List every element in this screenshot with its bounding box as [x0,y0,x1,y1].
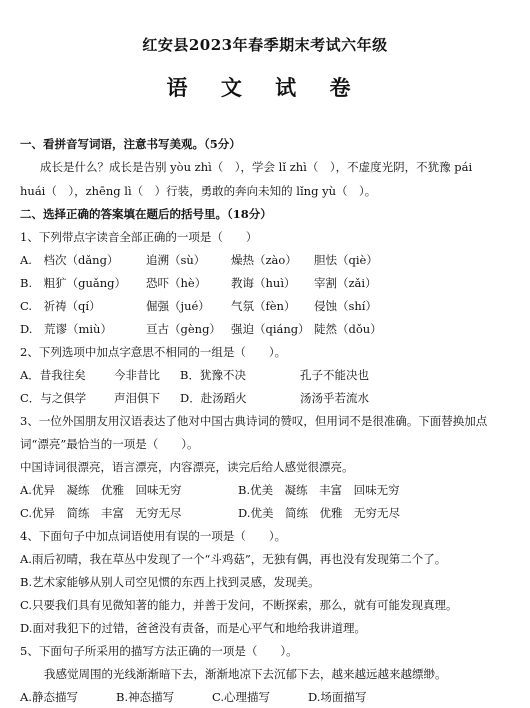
q3-option-c: C.优异 简练 丰富 无穷无尽 [20,506,182,520]
section1-line: huái（ ），zhēng lì（ ）行装，勇敢的奔向未知的 lǐng yù（ ）。 [20,184,377,198]
q2-word: 今非昔比 [114,368,160,382]
q1-word: 胆怯（qiè） [314,253,378,267]
q5-option-b: B.神态描写 [116,690,175,704]
q1-option-d: D. 荒谬（miù） [20,322,112,336]
section1-heading: 一、看拼音写词语，注意书写美观。（5分） [20,137,241,151]
exam-title: 红安县2023年春季期末考试六年级 [142,36,388,54]
q1-option-b: B. 粗犷（guǎng） [20,276,126,290]
q3-quote: 中国诗词很漂亮，语言漂亮，内容漂亮，读完后给人感觉很漂亮。 [20,460,354,474]
q1-word: 陡然（dǒu） [314,322,382,336]
q1-word: 教诲（huì） [231,276,296,290]
q1-word: 恐吓（hè） [146,276,207,290]
section2-heading: 二、选择正确的答案填在题后的括号里。（18分） [20,207,272,221]
q4-option-c: C.只要我们具有见微知著的能力，并善于发问，不断探索，那么，就有可能发现真理。 [20,598,458,612]
q2-stem: 2、下列选项中加点字意思不相同的一组是（ ）。 [20,345,287,359]
q2-option-d: D．赴汤蹈火 [180,391,247,405]
q1-stem: 1、下列带点字读音全部正确的一项是（ ） [20,230,258,244]
q4-option-a: A.雨后初晴，我在草丛中发现了一个“斗鸡菇”，无独有偶，再也没有发现第二个了。 [20,552,447,566]
q5-sentence: 我感觉周围的光线渐渐暗下去，渐渐地凉下去沉郁下去，越来越远越来越缥缈。 [44,667,447,681]
q1-word: 强迫（qiáng） [231,322,310,336]
q1-word: 气氛（fèn） [231,299,296,313]
q5-option-a: A.静态描写 [20,690,78,704]
q1-word: 追溯（sù） [146,253,206,267]
q1-word: 宰割（zǎi） [314,276,377,290]
q3-stem: 词“漂亮”最恰当的一项是（ ）。 [20,437,199,451]
q5-stem: 5、下面句子所采用的描写方法正确的一项是（ ）。 [20,644,298,658]
q5-option-c: C.心理描写 [212,690,271,704]
q3-stem: 3、一位外国朋友用汉语表达了他对中国古典诗词的赞叹，但用词不是很准确。下面替换加点 [20,414,488,428]
q2-option-a: A．昔我往矣 [20,368,86,382]
q3-option-a: A.优异 凝练 优雅 回味无穷 [20,483,182,497]
q2-option-b: B．犹豫不决 [180,368,246,382]
q2-word: 汤汤乎若流水 [300,391,369,405]
subject-title: 语 文 试 卷 [166,75,364,100]
section1-line: 成长是什么？成长是告别 yòu zhì（ ），学会 lǐ zhì（ ），不虚度光阴，不犹豫 pái [40,160,473,174]
q5-option-d: D.场面描写 [308,690,367,704]
q1-word: 亘古（gèng） [146,322,221,336]
q3-option-b: B.优美 凝练 丰富 回味无穷 [238,483,400,497]
q2-word: 孔子不能决也 [300,368,369,382]
q1-word: 燥热（zào） [231,253,297,267]
q1-word: 倔强（jué） [146,299,210,313]
q4-option-b: B.艺术家能够从别人司空见惯的东西上找到灵感，发现美。 [20,575,320,589]
q4-option-d: D.面对我犯下的过错，爸爸没有责备，而是心平气和地给我讲道理。 [20,621,366,635]
q3-option-d: D.优美 简练 优雅 无穷无尽 [238,506,400,520]
q1-word: 侵蚀（shí） [314,299,377,313]
q1-option-c: C. 祈祷（qí） [20,299,101,313]
q2-option-c: C．与之俱学 [20,391,87,405]
q2-word: 声泪俱下 [114,391,160,405]
q1-option-a: A. 档次（dǎng） [20,253,119,267]
q4-stem: 4、下面句子中加点词语使用有误的一项是（ ）。 [20,529,287,543]
